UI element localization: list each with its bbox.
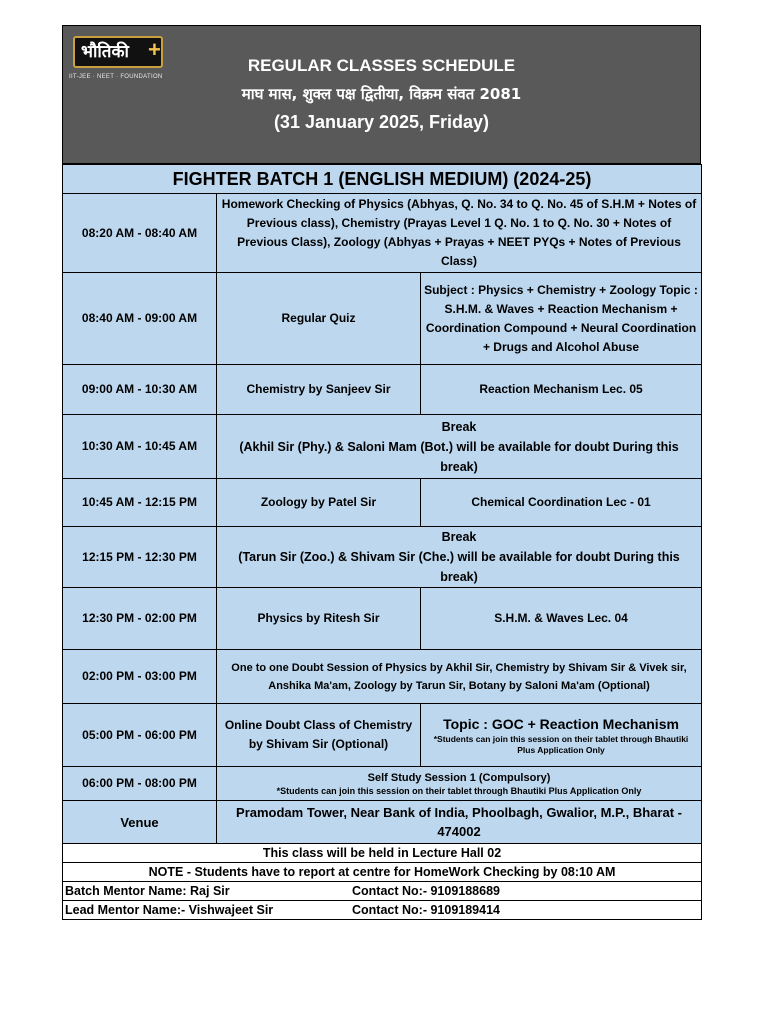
time-cell: 08:40 AM - 09:00 AM (63, 273, 217, 365)
break-cell (217, 527, 702, 588)
report-note: NOTE - Students have to report at centre for HomeWork Checking by 08:10 AM (63, 863, 702, 882)
logo-tagline: IIT-JEE · NEET · FOUNDATION (69, 74, 163, 80)
table-row (63, 844, 702, 863)
table-row (63, 365, 702, 415)
time-cell: 10:30 AM - 10:45 AM (63, 415, 217, 479)
time-cell: 12:30 PM - 02:00 PM (63, 588, 217, 650)
table-row (63, 863, 702, 882)
break-cell (217, 415, 702, 479)
table-row (63, 415, 702, 479)
table-row (63, 527, 702, 588)
mentor-row (63, 901, 702, 920)
table-row (63, 588, 702, 650)
topic-cell: Reaction Mechanism Lec. 05 (421, 365, 702, 415)
time-cell: 05:00 PM - 06:00 PM (63, 704, 217, 767)
schedule-date: (31 January 2025, Friday) (273, 112, 490, 132)
table-row (63, 273, 702, 365)
lead-mentor-name: Lead Mentor Name:- Vishwajeet Sir (65, 903, 274, 917)
topic-title: Topic : GOC + Reaction Mechanism (443, 715, 679, 732)
time-cell: 12:15 PM - 12:30 PM (63, 527, 217, 588)
topic-cell: Chemical Coordination Lec - 01 (421, 479, 702, 527)
time-cell: 10:45 AM - 12:15 PM (63, 479, 217, 527)
self-study-cell (217, 767, 702, 801)
lead-mentor-contact: Contact No:- 9109189414 (352, 903, 500, 917)
table-row (63, 650, 702, 704)
table-row (63, 882, 702, 901)
table-row (63, 479, 702, 527)
subject-cell: Physics by Ritesh Sir (217, 588, 421, 650)
time-cell: 08:20 AM - 08:40 AM (63, 194, 217, 273)
break-title: Break (441, 419, 477, 434)
break-text: (Akhil Sir (Phy.) & Saloni Mam (Bot.) will be available for doubt During this break) (239, 439, 679, 474)
mentor-row (63, 882, 702, 901)
table-row (63, 194, 702, 273)
subject-cell: Zoology by Patel Sir (217, 479, 421, 527)
table-row (63, 704, 702, 767)
subject-cell: Chemistry by Sanjeev Sir (217, 365, 421, 415)
venue-label: Venue (63, 801, 217, 844)
self-study-title: Self Study Session 1 (Compulsory) (367, 771, 551, 784)
hall-note: This class will be held in Lecture Hall 02 (63, 844, 702, 863)
venue-text: Pramodam Tower, Near Bank of India, Phoolbagh, Gwalior, M.P., Bharat - 474002 (217, 801, 702, 844)
topic-cell (421, 704, 702, 767)
logo-text: भौतिकी (81, 42, 129, 62)
homework-cell: Homework Checking of Physics (Abhyas, Q. No. 34 to Q. No. 45 of S.H.M + Notes of Previous class), Chemistry (Prayas Level 1 Q. No. 1 to Q. No. 30 + Notes of Previous Class), Zoology (Abhyas + Prayas + NEET PYQs + Notes of Previous Class) (217, 194, 702, 273)
table-row (63, 801, 702, 844)
break-title: Break (441, 530, 477, 544)
schedule-sheet (62, 25, 701, 920)
schedule-title: REGULAR CLASSES SCHEDULE (247, 56, 516, 75)
topic-cell: S.H.M. & Waves Lec. 04 (421, 588, 702, 650)
time-cell: 09:00 AM - 10:30 AM (63, 365, 217, 415)
doubt-session-cell: One to one Doubt Session of Physics by Akhil Sir, Chemistry by Shivam Sir & Vivek sir, Anshika Ma'am, Zoology by Tarun Sir, Botany by Saloni Ma'am (Optional) (217, 650, 702, 704)
batch-mentor-contact: Contact No:- 9109188689 (352, 884, 500, 898)
break-text: (Tarun Sir (Zoo.) & Shivam Sir (Che.) will be available for doubt During this break) (238, 550, 680, 584)
table-row (63, 767, 702, 801)
subject-cell: Regular Quiz (217, 273, 421, 365)
time-cell: 02:00 PM - 03:00 PM (63, 650, 217, 704)
subject-cell: Online Doubt Class of Chemistry by Shivam Sir (Optional) (217, 704, 421, 767)
batch-title: FIGHTER BATCH 1 (ENGLISH MEDIUM) (2024-25) (63, 165, 702, 194)
time-cell: 06:00 PM - 08:00 PM (63, 767, 217, 801)
app-note: *Students can join this session on their tablet through Bhautiki Plus Application Only (276, 785, 642, 796)
app-note: *Students can join this session on their tablet through Bhautiki Plus Application Only (433, 733, 689, 755)
hindi-date: माघ मास, शुक्ल पक्ष द्वितीया, विक्रम संवत 2081 (241, 85, 522, 103)
logo-plus-icon: + (148, 37, 161, 62)
header-banner (62, 25, 701, 164)
table-row (63, 901, 702, 920)
topic-cell: Subject : Physics + Chemistry + Zoology Topic : S.H.M. & Waves + Reaction Mechanism + Coordination Compound + Neural Coordination + Drugs and Alcohol Abuse (421, 273, 702, 365)
batch-mentor-name: Batch Mentor Name: Raj Sir (65, 884, 230, 898)
schedule-table (62, 164, 702, 920)
